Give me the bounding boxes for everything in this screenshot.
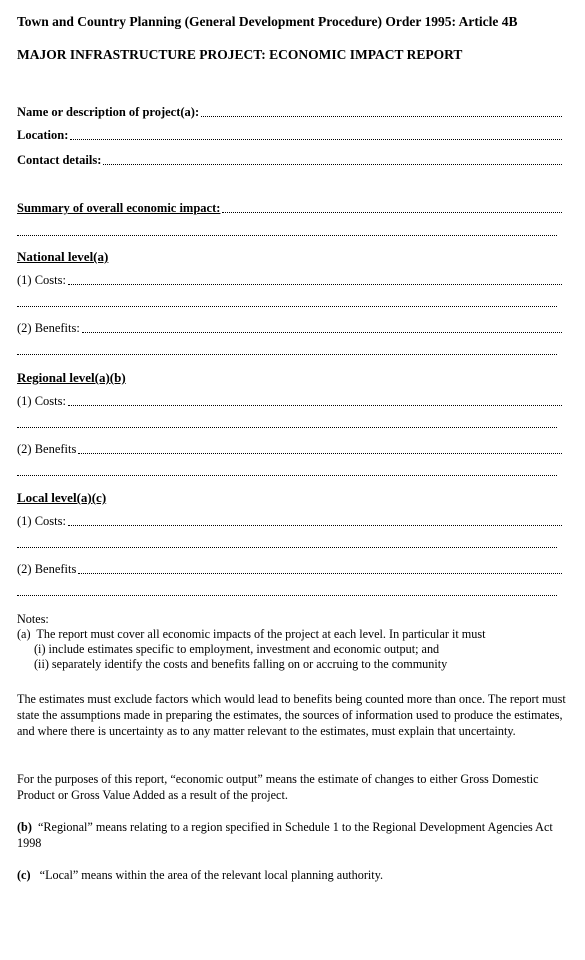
report-title: MAJOR INFRASTRUCTURE PROJECT: ECONOMIC IMPACT REPORT [17, 47, 463, 62]
local-costs-label: (1) Costs: [17, 514, 66, 528]
national-heading: National level(a) [17, 249, 109, 264]
regional-benefits-field[interactable] [17, 441, 562, 457]
note-a-ii: (ii) separately identify the costs and benefits falling on or accruing to the community [34, 657, 448, 671]
note-c-text: “Local” means within the area of the relevant local planning authority. [39, 868, 384, 882]
project-name-label: Name or description of project(a): [17, 105, 200, 119]
national-costs-field[interactable] [17, 272, 562, 288]
location-field[interactable] [17, 127, 562, 143]
local-benefits-field[interactable] [17, 561, 562, 577]
national-costs-label: (1) Costs: [17, 273, 66, 287]
note-a-text: The report must cover all economic impacts of the project at each level. In particular it must [36, 627, 486, 641]
estimates-paragraph: The estimates must exclude factors which would lead to benefits being counted more than once. The report must state the assumptions made in preparing the estimates, the sources of information used to produce the estimates, and where there is uncertainty as to any matter relevant to the estimates, must explain that uncertainty. [17, 692, 566, 738]
summary-label: Summary of overall economic impact: [17, 201, 221, 215]
regional-costs-line[interactable] [17, 427, 557, 428]
local-costs-field[interactable] [17, 513, 562, 529]
notes-section [17, 612, 572, 672]
order-line: Town and Country Planning (General Development Procedure) Order 1995: Article 4B [17, 14, 518, 29]
project-name-field[interactable] [17, 104, 562, 120]
local-costs-line[interactable] [17, 547, 557, 548]
local-benefits-line[interactable] [17, 595, 557, 596]
regional-benefits-label: (2) Benefits [17, 442, 77, 456]
national-costs-line[interactable] [17, 306, 557, 307]
national-benefits-field[interactable] [17, 320, 562, 336]
note-a-marker: (a) [17, 627, 31, 641]
note-b-text: “Regional” means relating to a region specified in Schedule 1 to the Regional Development Agencies Act 1998 [17, 820, 553, 850]
regional-benefits-line[interactable] [17, 475, 557, 476]
note-a [17, 627, 572, 642]
summary-continuation-line[interactable] [17, 235, 557, 236]
national-benefits-label: (2) Benefits: [17, 321, 80, 335]
location-label: Location: [17, 128, 69, 142]
notes-title: Notes: [17, 612, 49, 626]
note-a-i: (i) include estimates specific to employment, investment and economic output; and [34, 642, 440, 656]
economic-output-paragraph: For the purposes of this report, “economic output” means the estimate of changes to either Gross Domestic Product or Gross Value Added as a result of the project. [17, 772, 539, 802]
local-benefits-label: (2) Benefits [17, 562, 77, 576]
regional-costs-label: (1) Costs: [17, 394, 66, 408]
regional-heading: Regional level(a)(b) [17, 370, 126, 385]
note-b-marker: (b) [17, 820, 32, 834]
contact-details-label: Contact details: [17, 153, 102, 167]
summary-field[interactable] [17, 200, 562, 216]
contact-details-field[interactable] [17, 152, 562, 168]
note-c-marker: (c) [17, 868, 31, 882]
note-c [17, 867, 572, 883]
note-b [17, 819, 572, 851]
regional-costs-field[interactable] [17, 393, 562, 409]
local-heading: Local level(a)(c) [17, 490, 107, 505]
national-benefits-line[interactable] [17, 354, 557, 355]
